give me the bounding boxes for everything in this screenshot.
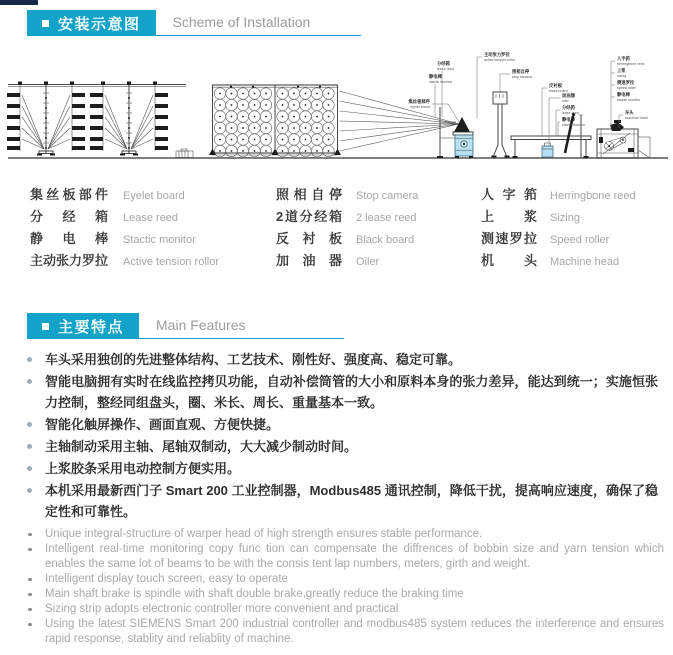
label-active-tension-roller-zh: 主动张力罗拉	[484, 52, 510, 57]
glossary-term-en: Machine head	[550, 256, 620, 268]
glossary-term-en: Speed roller	[550, 234, 610, 246]
glossary-term-zh: 机头	[481, 253, 537, 268]
glossary-term-zh: 上浆	[481, 209, 537, 224]
glossary	[0, 184, 673, 279]
glossary-row	[481, 206, 636, 228]
feature-item-zh: 上浆胶条采用电动控制方便实用。	[24, 458, 658, 479]
feature-item-en: Using the latest SIEMENS Smart 200 industrial controller and modbus485 system reduces the interference and ensures rapid response, stablity and reliablity of machine.	[24, 617, 664, 647]
feature-item-en: Sizing strip adopts electronic controller more convenient and practical	[24, 602, 664, 617]
glossary-row	[276, 206, 418, 228]
label-stop-camera-en: stop camera	[512, 75, 532, 79]
section-title-en: Scheme of Installation	[156, 14, 361, 36]
section-title-zh: 主要特点	[58, 318, 125, 336]
label-herringbone-reed-zh: 人字筘	[617, 56, 630, 61]
feature-item-zh: 主轴制动采用主轴、尾轴双制动，大大减少制动时间。	[24, 436, 658, 457]
glossary-term-en: 2 lease reed	[356, 212, 417, 224]
label-oiler-zh: 加油器	[562, 93, 575, 98]
glossary-row	[30, 184, 219, 206]
glossary-row	[30, 250, 219, 272]
label-lease-reed-2-en: lease reed	[562, 111, 579, 115]
glossary-term-zh: 静电棒	[30, 231, 108, 246]
glossary-row	[481, 228, 636, 250]
features-list-en	[24, 527, 664, 647]
label-lease-reed-1-zh: 分经箱	[437, 61, 450, 66]
glossary-term-en: Oiler	[356, 256, 380, 268]
glossary-term-zh: 集丝板部件	[30, 187, 108, 202]
front-view-creel	[209, 85, 341, 157]
label-static-monitor-1-zh: 静电棒	[429, 74, 442, 79]
label-black-board-en: black board	[549, 89, 568, 93]
glossary-term-zh: 2道分经箱	[276, 209, 342, 224]
glossary-row	[481, 184, 636, 206]
label-lease-reed-1-en: lease reed	[437, 67, 454, 71]
square-bullet-icon	[42, 323, 49, 330]
label-lease-reed-2-zh: 分经筘	[562, 105, 575, 110]
floor-box	[176, 149, 193, 158]
glossary-row	[276, 250, 418, 272]
label-sizing-zh: 上浆	[617, 68, 626, 73]
diagram-labels	[409, 51, 648, 127]
glossary-term-en: Eyelet board	[123, 190, 185, 202]
tension-unit	[437, 107, 473, 158]
glossary-term-en: Black board	[356, 234, 415, 246]
label-herringbone-reed-en: herringbone reed	[617, 62, 645, 66]
feature-item-zh: 本机采用最新西门子 Smart 200 工业控制器，Modbus485 通讯控制，降低干扰，提高响应速度，确保了稳定性和可靠性。	[24, 480, 658, 522]
label-machine-head-en: machine head	[625, 116, 648, 120]
table-unit	[511, 113, 591, 158]
stop-camera-stand	[492, 92, 510, 158]
label-static-monitor-3-en: stactic monitor	[617, 98, 641, 102]
glossary-term-zh: 测速罗拉	[481, 231, 537, 246]
features-list-zh	[24, 349, 658, 523]
glossary-term-en: Stop camera	[356, 190, 419, 202]
glossary-term-zh: 照相自停	[276, 187, 342, 202]
glossary-row	[30, 206, 219, 228]
section-title-en: Main Features	[139, 317, 344, 339]
feature-item-en: Main shaft brake is spindle with shaft double brake,greatly reduce the braking time	[24, 587, 664, 602]
label-oiler-en: oiler	[562, 99, 569, 103]
glossary-row	[481, 250, 636, 272]
glossary-row	[30, 228, 219, 250]
label-static-monitor-2-en: stactic monitor	[562, 123, 586, 127]
page-corner-bar	[0, 0, 38, 5]
glossary-term-en: Stactic monitor	[123, 234, 196, 246]
label-static-monitor-1-en: stactic monitor	[429, 80, 453, 84]
label-sizing-en: sizing	[617, 74, 627, 78]
glossary-term-en: Lease reed	[123, 212, 179, 224]
feature-item-en: Intelligent display touch screen, easy to operate	[24, 572, 664, 587]
glossary-column-3	[481, 184, 636, 272]
section-header-features	[27, 313, 344, 339]
label-active-tension-roller-en: active tension rollor	[484, 58, 515, 62]
label-eyelet-board-zh: 集丝板部件	[408, 99, 430, 104]
glossary-column-1	[30, 184, 219, 272]
glossary-term-zh: 加油器	[276, 253, 342, 268]
glossary-term-zh: 人字筘	[481, 187, 537, 202]
glossary-term-en: Active tension rollor	[123, 256, 219, 268]
label-speed-roller-en: speed roller	[617, 86, 636, 90]
square-bullet-icon	[42, 20, 49, 27]
label-eyelet-board-en: eyelet board	[410, 105, 430, 109]
label-static-monitor-3-zh: 静电棒	[617, 92, 630, 97]
feature-item-en: Intelligent real-time monitoring copy func tion can compensate the diffrences of bobbin size and yarn tension which enables the same lot of beams to be with the consis tent lap numbers, meters, girth and weight.	[24, 542, 664, 572]
installation-diagram	[0, 45, 673, 180]
yarn-lines	[340, 91, 460, 151]
feature-item-en: Unique integral-structure of warper head of high strength ensures stable performance.	[24, 527, 664, 542]
feature-item-zh: 智能化触屏操作、画面直观、方便快捷。	[24, 414, 658, 435]
glossary-row	[276, 228, 418, 250]
glossary-term-en: Herringbone reed	[550, 190, 636, 202]
label-static-monitor-2-zh: 静电棒	[562, 117, 575, 122]
glossary-term-zh: 分经箱	[30, 209, 108, 224]
section-header-installation	[27, 10, 361, 36]
glossary-row	[276, 184, 418, 206]
glossary-column-2	[276, 184, 418, 272]
section-title-box	[27, 10, 156, 36]
label-speed-roller-zh: 测速罗拉	[617, 80, 635, 85]
side-view-creels	[7, 82, 186, 156]
feature-item-zh: 车头采用独创的先进整体结构、工艺技术、刚性好、强度高、稳定可靠。	[24, 349, 658, 370]
glossary-term-en: Sizing	[550, 212, 580, 224]
label-stop-camera-zh: 照相自停	[512, 69, 530, 74]
glossary-term-zh: 主动张力罗拉	[30, 253, 109, 268]
feature-item-zh: 智能电脑拥有实时在线监控拷贝功能，自动补偿筒管的大小和原料本身的张力差异，能达到统一；实施恒张力控制，整经同组盘头，圈、米长、周长、重量基本一致。	[24, 371, 658, 413]
section-title-box	[27, 313, 139, 339]
machine-head-unit	[579, 115, 650, 158]
label-machine-head-zh: 车头	[625, 110, 634, 115]
section-title-zh: 安装示意图	[58, 15, 141, 33]
label-black-board-zh: 反衬板	[549, 83, 562, 88]
glossary-term-zh: 反衬板	[276, 231, 342, 246]
